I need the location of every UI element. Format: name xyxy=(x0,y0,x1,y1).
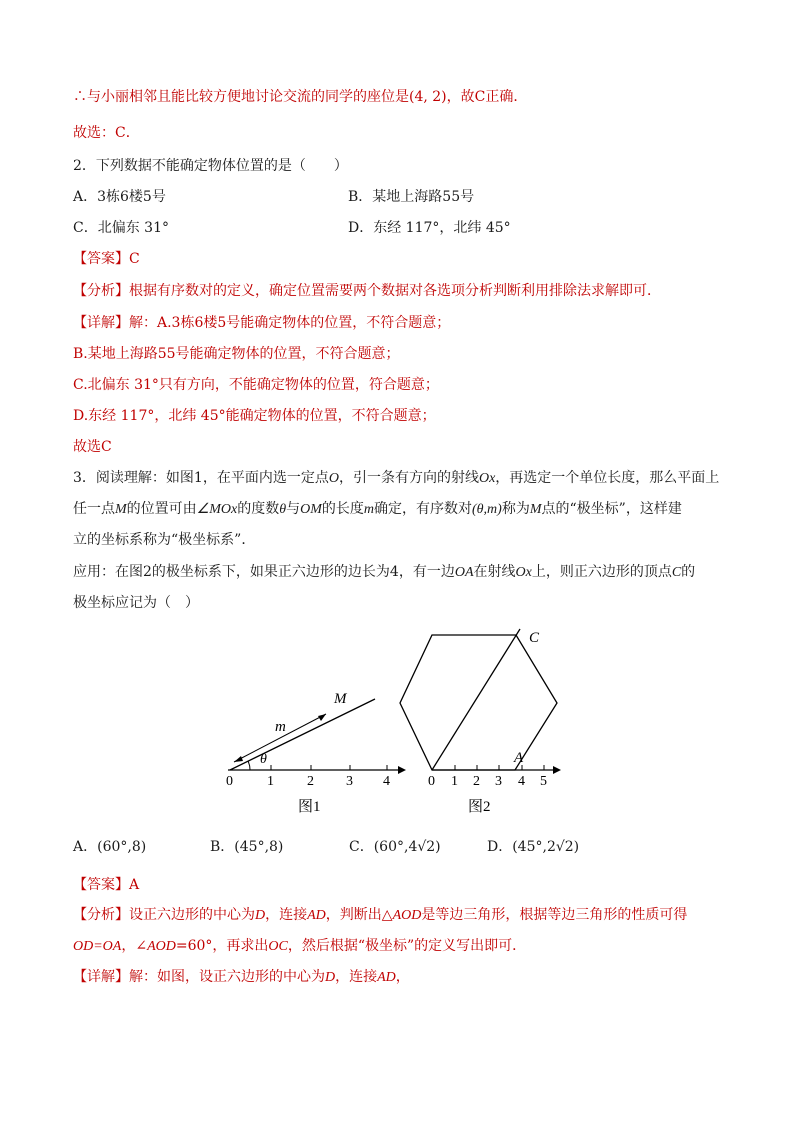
detail-text: ， xyxy=(395,969,410,985)
fig1-tick-label-0: 0 xyxy=(226,774,233,789)
symbol-theta: θ xyxy=(279,502,287,517)
fig2-caption: 图2 xyxy=(468,799,491,815)
q2-option-a: A．3栋6楼5号 xyxy=(73,189,166,205)
detail-text: 解：如图，设正六边形的中心为 xyxy=(129,969,325,985)
fig2-tick-label-1: 1 xyxy=(451,774,458,789)
symbol-m: m xyxy=(363,502,375,517)
q3-text: 上，则正六边形的顶点 xyxy=(531,564,672,580)
fig2-axis-arrow xyxy=(553,766,561,774)
q3-text: 的 xyxy=(681,564,696,580)
analysis-text: 根据有序数对的定义，确定位置需要两个数据对各选项分析判断利用排除法求解即可． xyxy=(129,283,661,299)
answer-tag: 【答案】 xyxy=(73,251,129,267)
detail-text: 解：A.3栋6楼5号能确定物体的位置，不符合题意； xyxy=(129,315,451,331)
fig2-tick-label-2: 2 xyxy=(473,774,480,789)
symbol-OC: OC xyxy=(268,939,288,954)
detail-tag: 【详解】 xyxy=(73,315,129,331)
analysis-text: 是等边三角形，根据等边三角形的性质可得 xyxy=(421,907,688,923)
analysis-tag: 【分析】 xyxy=(73,283,129,299)
figures-svg xyxy=(220,625,580,820)
symbol-M: M xyxy=(115,502,127,517)
q3-line-3: 立的坐标系称为“极坐标系”． xyxy=(73,532,256,548)
fig2-label-C: C xyxy=(529,630,540,646)
analysis-text: ，判断出△ xyxy=(325,907,393,923)
fig1-caption: 图1 xyxy=(298,799,321,815)
q3-line-5: 极坐标应记为（ ） xyxy=(73,595,199,611)
q3-option-b: B．(45°,8) xyxy=(210,839,284,855)
fig1-ticks xyxy=(271,765,387,770)
symbol-O: O xyxy=(328,471,339,486)
fig2-tick-label-5: 5 xyxy=(540,774,547,789)
symbol-pair: (θ,m) xyxy=(472,502,502,517)
q3-text: ，引一条有方向的射线 xyxy=(338,470,479,486)
q2-answer xyxy=(73,250,140,268)
q3-answer xyxy=(73,876,139,894)
conclusion-text: ∴与小丽相邻且能比较方便地讨论交流的同学的座位是 xyxy=(73,89,409,105)
fig2-label-A: A xyxy=(514,750,524,766)
fig1-ray xyxy=(230,699,375,770)
fig1-axis-arrow xyxy=(398,766,406,774)
q3-text: 的位置可由 xyxy=(126,501,197,517)
figure-1 xyxy=(226,691,406,815)
symbol-C: C xyxy=(671,565,682,580)
question-2-stem: 2．下列数据不能确定物体位置的是（ ） xyxy=(73,158,348,174)
q3-text: 的度数 xyxy=(237,501,280,517)
fig2-tick-label-0: 0 xyxy=(428,774,435,789)
solution-conclusion-line xyxy=(73,88,527,106)
q3-option-c: C．(60°,4√2) xyxy=(349,839,441,855)
q3-text: 在射线 xyxy=(473,564,516,580)
analysis-tag: 【分析】 xyxy=(73,907,129,923)
fig1-angle-arc xyxy=(248,761,250,770)
symbol-D: D xyxy=(255,908,266,923)
q3-text: 3．阅读理解：如图1，在平面内选一定点 xyxy=(73,470,329,486)
analysis-text: =60°，再求出 xyxy=(175,938,269,954)
q3-analysis xyxy=(73,906,687,925)
q2-option-c: C．北偏东 31° xyxy=(73,220,169,236)
answer-tag: 【答案】 xyxy=(73,877,129,893)
symbol-Ox: Ox xyxy=(515,565,532,580)
analysis-text: ，然后根据“极坐标”的定义写出即可． xyxy=(287,938,527,954)
q2-option-b: B．某地上海路55号 xyxy=(348,189,475,205)
fig1-tick-label-4: 4 xyxy=(383,774,390,789)
symbol-angle-MOx: ∠MOx xyxy=(196,502,238,517)
fig2-ticks xyxy=(455,765,544,770)
q3-text: 称为 xyxy=(501,501,530,517)
conclusion-coordinate: (4, 2) xyxy=(409,89,447,105)
fig1-label-m: m xyxy=(275,719,286,735)
q2-detail-d: D.东经 117°，北纬 45°能确定物体的位置，不符合题意； xyxy=(73,408,436,424)
q2-detail-b: B.某地上海路55号能确定物体的位置，不符合题意； xyxy=(73,346,400,362)
q3-detail xyxy=(73,968,410,987)
q2-detail xyxy=(73,314,450,332)
q3-text: 点的“极坐标”，这样建 xyxy=(541,501,682,517)
q3-text: ，再选定一个单位长度，那么平面上 xyxy=(495,470,720,486)
symbol-AOD: AOD xyxy=(147,939,176,954)
symbol-OM: OM xyxy=(300,502,322,517)
q3-text: 应用：在图2的极坐标系下，如果正六边形的边长为4，有一边 xyxy=(73,564,455,580)
fig1-length-arrow-end xyxy=(318,714,326,721)
symbol-OD-OA: OD=OA xyxy=(73,939,122,954)
fig1-tick-label-3: 3 xyxy=(346,774,353,789)
figure-2 xyxy=(400,629,561,815)
symbol-Ox: Ox xyxy=(478,471,496,486)
q3-text: 的长度 xyxy=(321,501,364,517)
q3-line-2 xyxy=(73,500,682,519)
q3-text: 与 xyxy=(286,501,301,517)
fig2-hexagon xyxy=(400,635,557,770)
q3-line-4 xyxy=(73,563,695,582)
q3-figures xyxy=(220,625,580,820)
fig2-tick-label-4: 4 xyxy=(518,774,525,789)
fig1-label-theta: θ xyxy=(260,752,267,767)
conclusion-tail: ，故C正确． xyxy=(446,89,528,105)
q3-line-1 xyxy=(73,469,719,488)
q3-option-a: A．(60°,8) xyxy=(73,839,147,855)
fig2-tick-label-3: 3 xyxy=(495,774,502,789)
fig1-tick-label-1: 1 xyxy=(267,774,274,789)
analysis-text: 设正六边形的中心为 xyxy=(129,907,255,923)
symbol-D: D xyxy=(325,970,336,985)
q2-select: 故选C xyxy=(73,439,112,455)
q3-analysis-line-2 xyxy=(73,937,526,956)
fig1-tick-label-2: 2 xyxy=(307,774,314,789)
symbol-OA: OA xyxy=(454,565,474,580)
symbol-AD: AD xyxy=(377,970,396,985)
answer-value: C xyxy=(129,251,140,267)
q3-text: 确定，有序数对 xyxy=(374,501,473,517)
fig1-label-M: M xyxy=(334,691,347,707)
fig1-length-arrow-start xyxy=(234,756,243,762)
fig2-diagonal-OC xyxy=(432,629,520,770)
q3-option-d: D．(45°,2√2) xyxy=(487,839,580,855)
q2-option-d: D．东经 117°，北纬 45° xyxy=(348,220,511,236)
answer-value: A xyxy=(129,877,140,893)
symbol-AD: AD xyxy=(307,908,326,923)
q3-text: 任一点 xyxy=(73,501,115,517)
q2-detail-c: C.北偏东 31°只有方向，不能确定物体的位置，符合题意； xyxy=(73,377,439,393)
analysis-text: ，∠ xyxy=(121,938,148,954)
analysis-text: ，连接 xyxy=(265,907,308,923)
symbol-AOD: AOD xyxy=(392,908,422,923)
q2-analysis xyxy=(73,282,661,300)
detail-text: ，连接 xyxy=(335,969,378,985)
symbol-M: M xyxy=(529,502,542,517)
detail-tag: 【详解】 xyxy=(73,969,129,985)
select-line: 故选：C． xyxy=(73,125,140,141)
